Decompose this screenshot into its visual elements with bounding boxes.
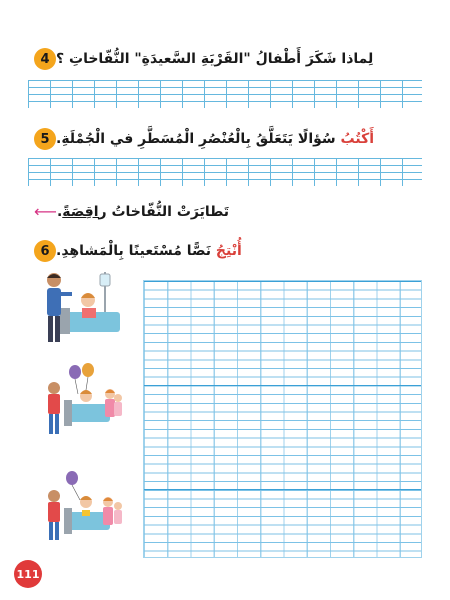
instruction-verb: أَكْتُبُ (340, 131, 375, 147)
question-6 (28, 240, 422, 262)
example-sentence (28, 202, 422, 221)
writing-lines[interactable] (28, 158, 422, 186)
page-number-badge: 111 (14, 560, 42, 588)
question-5 (28, 128, 422, 150)
writing-grid[interactable] (143, 280, 422, 558)
hospital-scene-2-illustration (42, 360, 124, 440)
underlined-word: راقِصَةً (62, 203, 107, 220)
writing-lines[interactable] (28, 80, 422, 108)
question-text (56, 243, 242, 259)
example-sentence-end: . (56, 203, 63, 220)
hospital-scene-3-illustration (42, 466, 124, 546)
instruction-verb: أُنْتِجُ (215, 243, 242, 259)
question-text-body: سُؤالًا يَتَعَلَّقُ بِالْعُنْصُرِ الْمُسَطَّرِ في الْجُمْلَةِ. (56, 131, 341, 147)
question-text: لِماذا شَكَرَ أَطْفالُ "القَرْيَةِ السَّعيدَةِ" النُّفّاخاتِ ؟ (56, 51, 374, 67)
question-number-badge: 4 (34, 48, 56, 70)
question-4 (28, 48, 422, 70)
arrow-left-icon: ⟵ (34, 202, 57, 221)
question-text-body: نَصًّا مُسْتَعينًا بِالْمَشاهِدِ. (56, 243, 216, 259)
hospital-scene-1-illustration (42, 268, 124, 348)
question-number-badge: 5 (34, 128, 56, 150)
example-sentence-start: تَطايَرَتْ النُّفّاخاتُ (111, 203, 230, 220)
question-text (56, 131, 374, 147)
question-number-badge: 6 (34, 240, 56, 262)
